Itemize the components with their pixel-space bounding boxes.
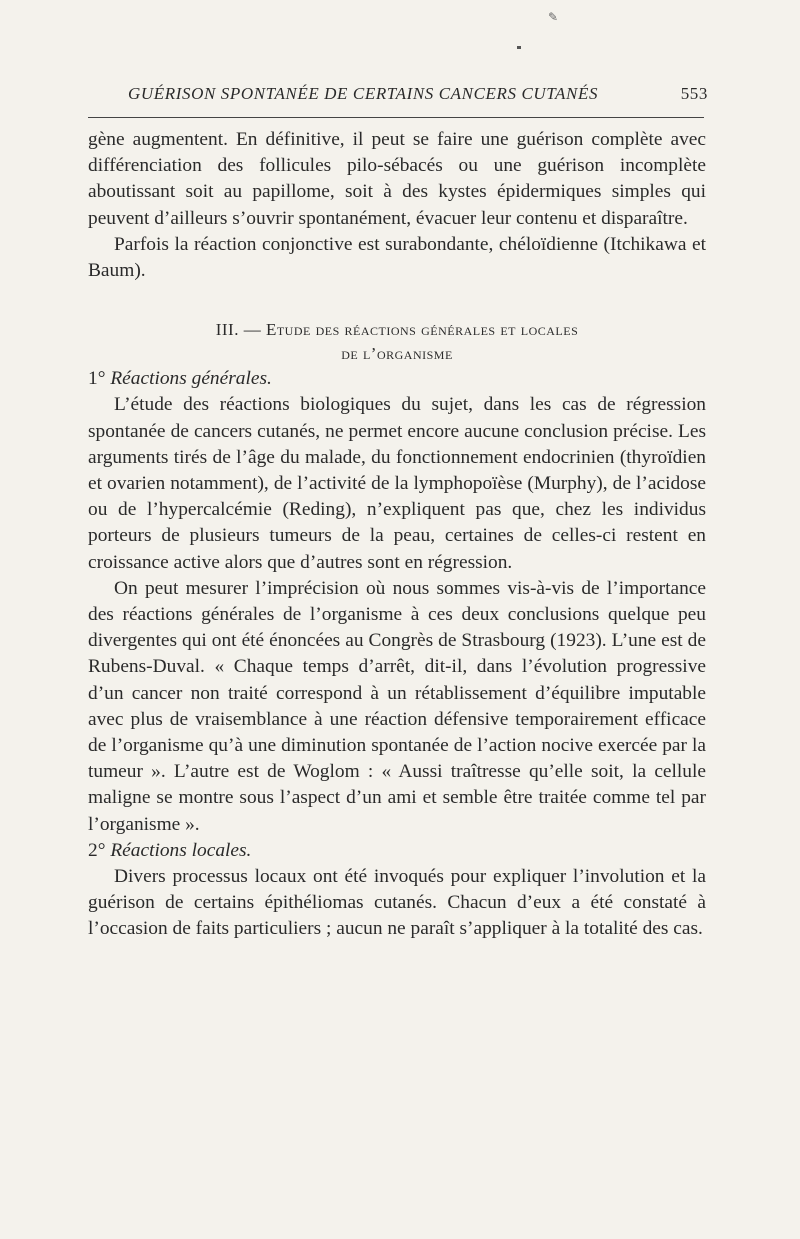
section-heading-line1: III. — Etude des réactions générales et locales [215,320,579,340]
running-title: GUÉRISON SPONTANÉE DE CERTAINS CANCERS CUTANÉS [128,84,599,103]
page-body [88,127,706,943]
paragraph: On peut mesurer l’imprécision où nous sommes vis-à-vis de l’importance des réactions générales de l’organisme à ces deux conclusions quelque peu divergentes qui ont été énoncées au Congrès de Strasbourg (1923). L’une est de Rubens-Duval. « Chaque temps d’arrêt, dit-il, dans l’évolution progressive d’un cancer non traité correspond à un rétablissement d’équilibre imputable avec plus de vraisemblance à une réaction défensive temporairement efficace de l’organisme qu’à une diminution spontanée de l’action nocive exercée par la tumeur ». L’autre est de Woglom : « Aussi traîtresse qu’elle soit, la cellule maligne se montre sous l’aspect d’un ami et semble être traitée comme tel par l’organisme ». [88,577,706,835]
subsection-title: Réactions locales. [110,839,252,861]
subsection-number: 2° [88,839,106,861]
running-header [88,84,708,104]
paragraph: gène augmentent. En définitive, il peut se faire une guérison complète avec différenciation des follicules pilo-sébacés ou une guérison incomplète aboutissant soit au papillome, soit à des kystes épidermiques simples qui peuvent d’ailleurs s’ouvrir spontanément, évacuer leur contenu et disparaître. [88,129,706,229]
printer-dot [517,46,521,49]
paragraph: Divers processus locaux ont été invoqués pour expliquer l’involution et la guérison de certains épithéliomas cutanés. Chacun d’eux a été constaté à l’occasion de faits particuliers ; aucun ne paraît s’appliquer à la totalité des cas. [88,866,706,940]
section-heading-line2: de l’organisme [341,344,453,364]
subsection-title: Réactions générales. [110,368,272,390]
subsection-heading [88,366,706,392]
section-heading [88,318,706,366]
header-rule [88,117,704,118]
paragraph: L’étude des réactions biologiques du sujet, dans les cas de régression spontanée de cancers cutanés, ne permet encore aucune conclusion précise. Les arguments tirés de l’âge du malade, du fonctionnement endocrinien (thyroïdien et ovarien notamment), de l’activité de la lymphopoïèse (Murphy), de l’acidose ou de l’hypercalcémie (Reding), n’expliquent pas que, chez les individus porteurs de plusieurs tumeurs de la peau, certaines de celles-ci restent en croissance active alors que d’autres sont en régression. [88,394,706,573]
paragraph: Parfois la réaction conjonctive est surabondante, chéloïdienne (Itchikawa et Baum). [88,233,706,282]
subsection-number: 1° [88,368,106,390]
subsection-heading [88,838,706,864]
printer-mark: ✎ [548,10,559,24]
page-number: 553 [680,84,708,103]
